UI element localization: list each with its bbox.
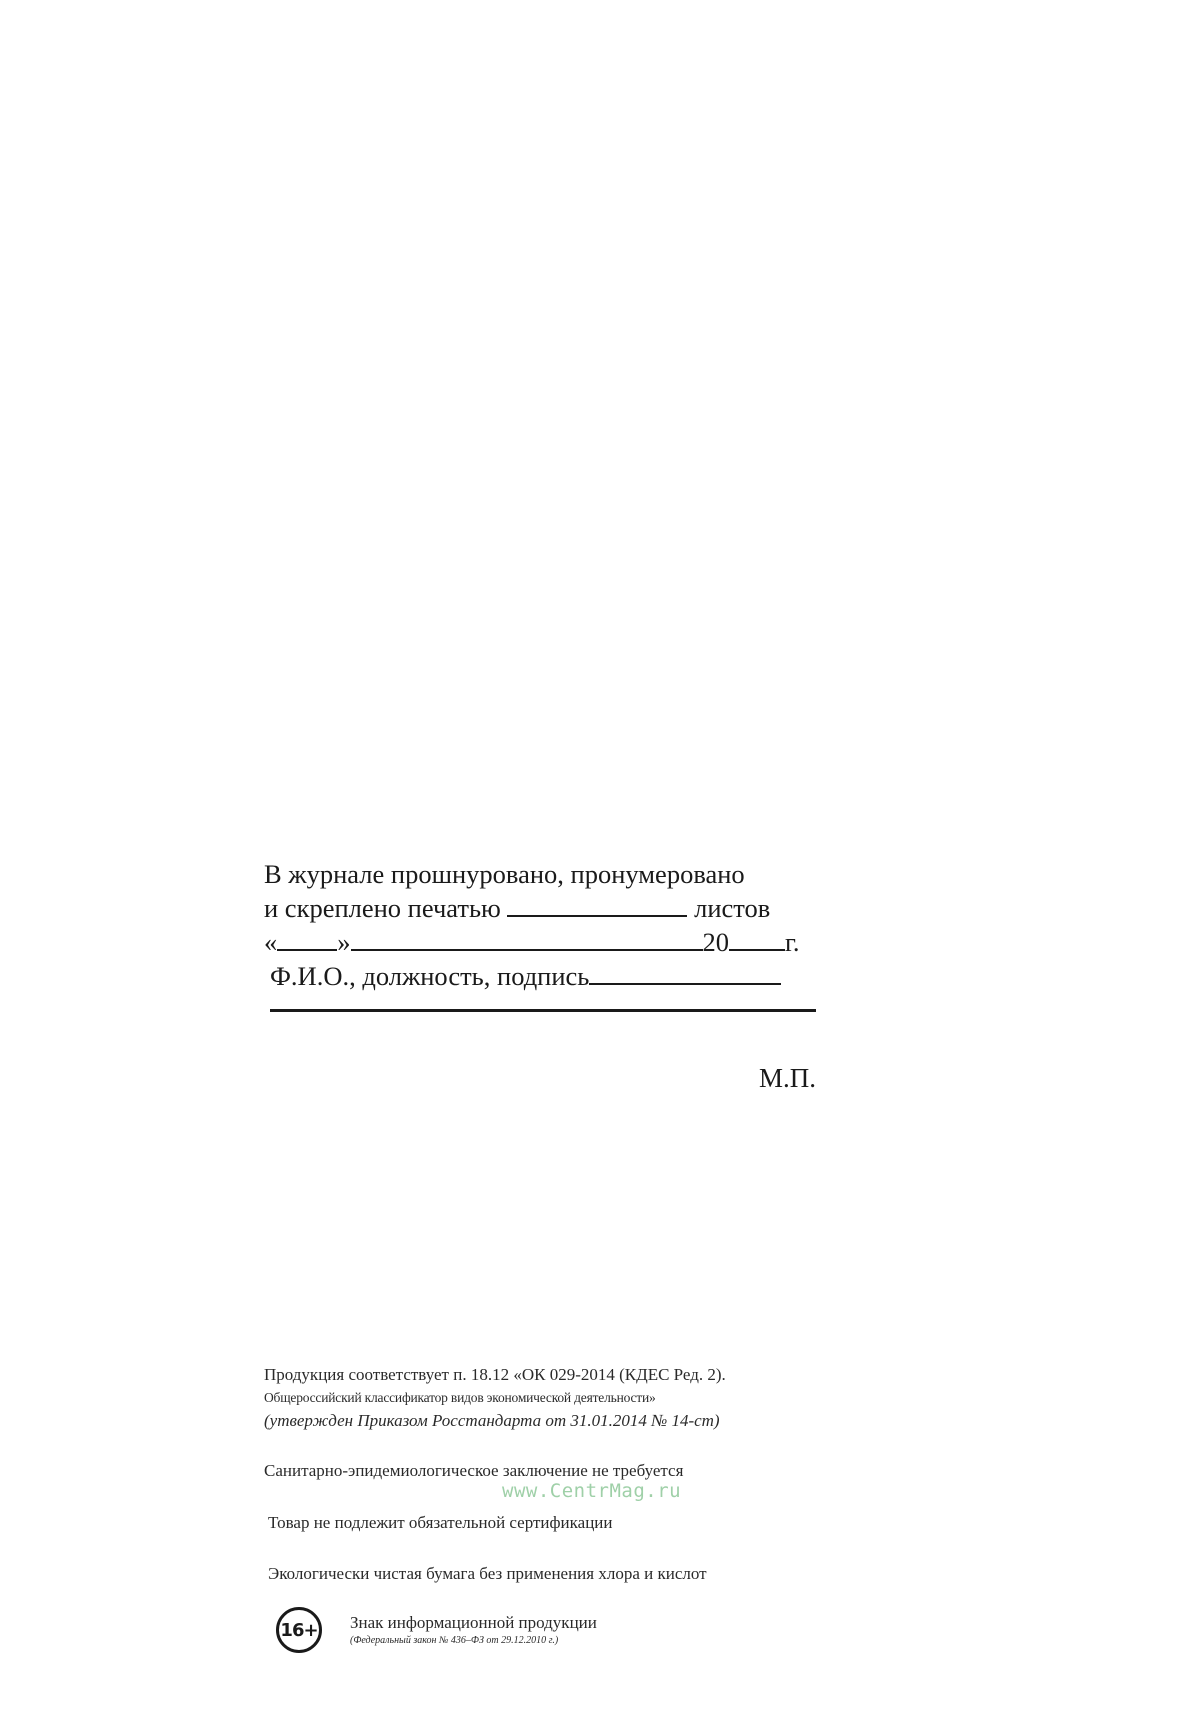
date-open-quote: « bbox=[264, 927, 278, 957]
sanitary-text: Санитарно-эпидемиологическое заключение не требуется bbox=[264, 1461, 684, 1480]
date-close-quote: » bbox=[337, 927, 351, 957]
age-rating-row bbox=[276, 1607, 597, 1653]
month-blank[interactable] bbox=[351, 927, 703, 951]
age-rating-title: Знак информационной продукции bbox=[350, 1613, 597, 1632]
fine-print-block bbox=[264, 1363, 824, 1586]
age-rating-icon: 16+ bbox=[276, 1607, 322, 1653]
watermark: www.CentrMag.ru bbox=[502, 1480, 682, 1502]
stamp-place-label: М.П. bbox=[758, 1063, 816, 1093]
cert-line-sheets bbox=[264, 891, 824, 925]
classifier-text: Общероссийский классификатор видов экономической деятельности» bbox=[264, 1390, 656, 1405]
day-blank[interactable] bbox=[277, 927, 337, 951]
signature-continuation-line[interactable] bbox=[270, 1009, 816, 1012]
signature-blank[interactable] bbox=[589, 961, 781, 985]
compliance-text: Продукция соответствует п. 18.12 «ОК 029-2014 (КДЕС Ред. 2). bbox=[264, 1365, 726, 1384]
certification-notice: Товар не подлежит обязательной сертификации bbox=[268, 1513, 613, 1532]
year-prefix: 20 bbox=[702, 927, 729, 957]
eco-paper-notice: Экологически чистая бумага без применения хлора и кислот bbox=[268, 1564, 707, 1583]
sheets-count-blank[interactable] bbox=[507, 893, 687, 917]
year-suffix: г. bbox=[785, 927, 800, 957]
age-rating-law: (Федеральный закон № 436–ФЗ от 29.12.2010 г.) bbox=[350, 1635, 559, 1646]
cert-line-signature bbox=[270, 959, 830, 993]
cert-sealed-label: и скреплено печатью bbox=[264, 893, 501, 923]
approval-text: (утвержден Приказом Росстандарта от 31.01.2014 № 14-ст) bbox=[264, 1411, 720, 1430]
year-blank[interactable] bbox=[729, 927, 785, 951]
cert-line-laced: В журнале прошнуровано, пронумеровано bbox=[264, 859, 745, 889]
certification-block bbox=[264, 857, 824, 1093]
cert-line-date bbox=[264, 925, 824, 959]
cert-sheets-label: листов bbox=[694, 893, 771, 923]
age-rating-text bbox=[350, 1612, 597, 1648]
signature-label: Ф.И.О., должность, подпись bbox=[270, 961, 590, 991]
